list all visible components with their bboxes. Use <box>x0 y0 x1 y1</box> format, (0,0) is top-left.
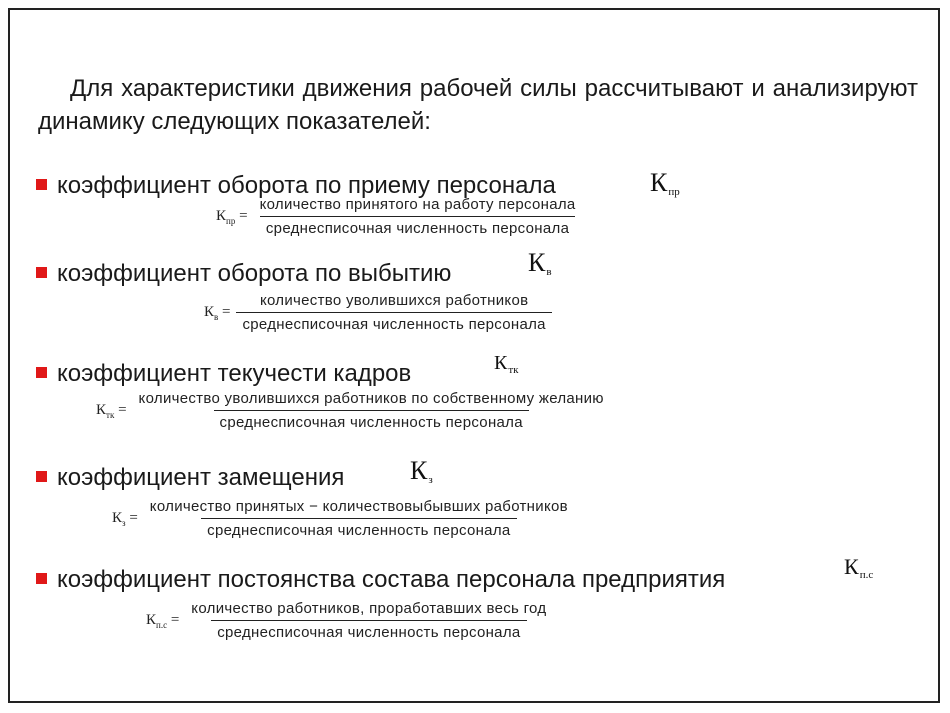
indicator-heading <box>36 464 344 494</box>
formula-denominator: среднесписочная численность персонала <box>211 620 526 641</box>
fraction <box>185 600 552 641</box>
indicator-heading <box>36 566 725 596</box>
bullet-icon <box>36 367 47 378</box>
indicator-heading <box>36 260 451 290</box>
formula-numerator: количество уволившихся работников по собственному желанию <box>138 390 604 407</box>
lhs-main: К <box>146 612 157 628</box>
bullet-icon <box>36 573 47 584</box>
formula <box>146 600 552 641</box>
formula-denominator: среднесписочная численность персонала <box>236 312 551 333</box>
formula-denominator: среднесписочная численность персонала <box>260 216 575 237</box>
formula <box>204 292 552 333</box>
formula-denominator: среднесписочная численность персонала <box>201 518 516 539</box>
formula-numerator: количество уволившихся работников <box>259 292 529 309</box>
formula-lhs: $К_{тк}$ = <box>96 402 127 420</box>
formula-numerator: количество работников, проработавших весь год <box>191 600 547 617</box>
lhs-main: К <box>204 304 215 320</box>
lhs-subscript: з <box>122 518 126 528</box>
lhs-main: К <box>96 402 107 418</box>
symbol-main: К <box>494 352 508 374</box>
indicator-symbol <box>650 168 680 198</box>
formula-lhs: $К_з$ = <box>112 510 138 528</box>
lhs-subscript: п.с <box>156 620 168 630</box>
fraction <box>133 390 610 431</box>
lhs-main: К <box>216 208 227 224</box>
fraction <box>144 498 574 539</box>
slide <box>8 8 940 703</box>
formula-lhs: $К_{пр}$ = <box>216 208 248 226</box>
symbol-main: К <box>528 248 546 277</box>
indicator-label: коэффициент оборота по выбытию <box>57 260 452 287</box>
indicator-label: коэффициент оборота по приему персонала <box>57 172 556 199</box>
symbol-subscript: тк <box>508 364 519 376</box>
symbol-subscript: в <box>546 266 552 278</box>
symbol-main: К <box>844 554 859 579</box>
indicator-symbol <box>844 554 873 580</box>
indicator-symbol <box>494 352 519 375</box>
formula <box>96 390 610 431</box>
indicator-symbol <box>528 248 552 278</box>
formula <box>112 498 574 539</box>
formula <box>216 196 582 237</box>
indicator-symbol <box>410 456 433 486</box>
symbol-main: К <box>410 456 428 485</box>
indicator-label: коэффициент текучести кадров <box>57 360 412 387</box>
indicator-label: коэффициент постоянства состава персонала предприятия <box>57 566 726 593</box>
formula-lhs: $К_в$ = <box>204 304 231 322</box>
formula-lhs: $К_{п.с}$ = <box>146 612 180 630</box>
symbol-subscript: п.с <box>859 569 874 581</box>
bullet-icon <box>36 471 47 482</box>
fraction <box>254 196 582 237</box>
indicator-label: коэффициент замещения <box>57 464 345 491</box>
bullet-icon <box>36 179 47 190</box>
indicator-heading <box>36 360 411 390</box>
symbol-main: К <box>650 168 668 197</box>
fraction <box>236 292 551 333</box>
formula-numerator: количество принятых − количествовыбывших работников <box>149 498 568 515</box>
bullet-icon <box>36 267 47 278</box>
symbol-subscript: з <box>428 474 433 486</box>
formula-numerator: количество принятого на работу персонала <box>259 196 576 213</box>
intro-paragraph: Для характеристики движения рабочей силы рассчитывают и анализируют динамику следующих показателей: <box>38 75 918 135</box>
symbol-subscript: пр <box>668 186 680 198</box>
lhs-subscript: в <box>214 312 219 322</box>
formula-denominator: среднесписочная численность персонала <box>214 410 529 431</box>
lhs-subscript: тк <box>106 410 115 420</box>
lhs-subscript: пр <box>226 216 236 226</box>
lhs-main: К <box>112 510 123 526</box>
